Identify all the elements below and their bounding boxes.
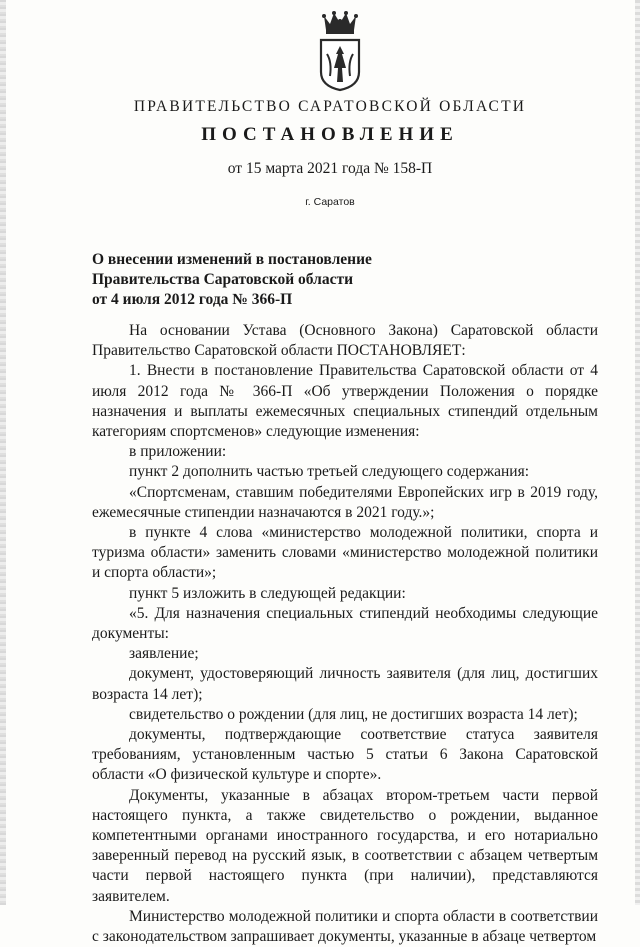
body-paragraph: На основании Устава (Основного Закона) Саратовской области Правительство Саратовской области ПОСТАНОВЛЯЕТ: bbox=[92, 322, 598, 360]
body-paragraph: заявление; bbox=[129, 645, 199, 663]
body-paragraph: 1. Внести в постановление Правительства Саратовской области от 4 июля 2012 года № 366-П «Об утверждении Положения о порядке назначения и выплаты ежемесячных специальных стипендий отдельным категориям спортсменов» следующие изменения: bbox=[92, 362, 598, 441]
document-city: г. Саратов bbox=[305, 196, 355, 208]
title-line: О внесении изменений в постановление bbox=[92, 251, 372, 268]
body-paragraph: в приложении: bbox=[129, 443, 227, 461]
body-paragraph: «5. Для назначения специальных стипендий необходимы следующие документы: bbox=[92, 604, 598, 643]
document-date-number: от 15 марта 2021 года № 158-П bbox=[227, 160, 433, 177]
body-paragraph: пункт 2 дополнить частью третьей следующего содержания: bbox=[129, 463, 530, 481]
body-paragraph: документ, удостоверяющий личность заявителя (для лиц, достигших возраста 14 лет); bbox=[92, 665, 598, 703]
body-paragraph: «Спортсменам, ставшим победителями Европейских игр в 2019 году, ежемесячные стипендии назначаются в 2021 году.»; bbox=[92, 483, 598, 521]
document-title bbox=[92, 250, 422, 310]
body-paragraph: Документы, указанные в абзацах втором-третьем части первой настоящего пункта, а также свидетельство о рождении, выданное компетентными органами иностранного государства, и его нотариально заверенный перевод на русский язык, в соответствии с абзацем четвертым части первой настоящего пункта (при наличии), представляются заявителем. bbox=[92, 786, 598, 905]
body-paragraph: свидетельство о рождении (для лиц, не достигших возраста 14 лет); bbox=[129, 705, 578, 723]
document-body bbox=[92, 321, 598, 947]
government-name: ПРАВИТЕЛЬСТВО САРАТОВСКОЙ ОБЛАСТИ bbox=[133, 98, 527, 115]
body-paragraph: пункт 5 изложить в следующей редакции: bbox=[129, 584, 406, 602]
body-paragraph: в пункте 4 слова «министерство молодежной политики, спорта и туризма области» заменить словами «министерство молодежной политики и спорта области»; bbox=[92, 524, 598, 582]
coat-of-arms-icon bbox=[318, 10, 362, 92]
title-line: от 4 июля 2012 года № 366-П bbox=[92, 291, 293, 308]
body-paragraph: документы, подтверждающие соответствие статуса заявителя требованиям, установленным частью 5 статьи 6 Закона Саратовской области «О физической культуре и спорте». bbox=[92, 726, 598, 784]
title-line: Правительства Саратовской области bbox=[92, 271, 353, 288]
document-type: ПОСТАНОВЛЕНИЕ bbox=[201, 124, 459, 145]
body-paragraph: Министерство молодежной политики и спорта области в соответствии с законодательством запрашивает документы, указанные в абзаце четвертом bbox=[92, 907, 598, 946]
